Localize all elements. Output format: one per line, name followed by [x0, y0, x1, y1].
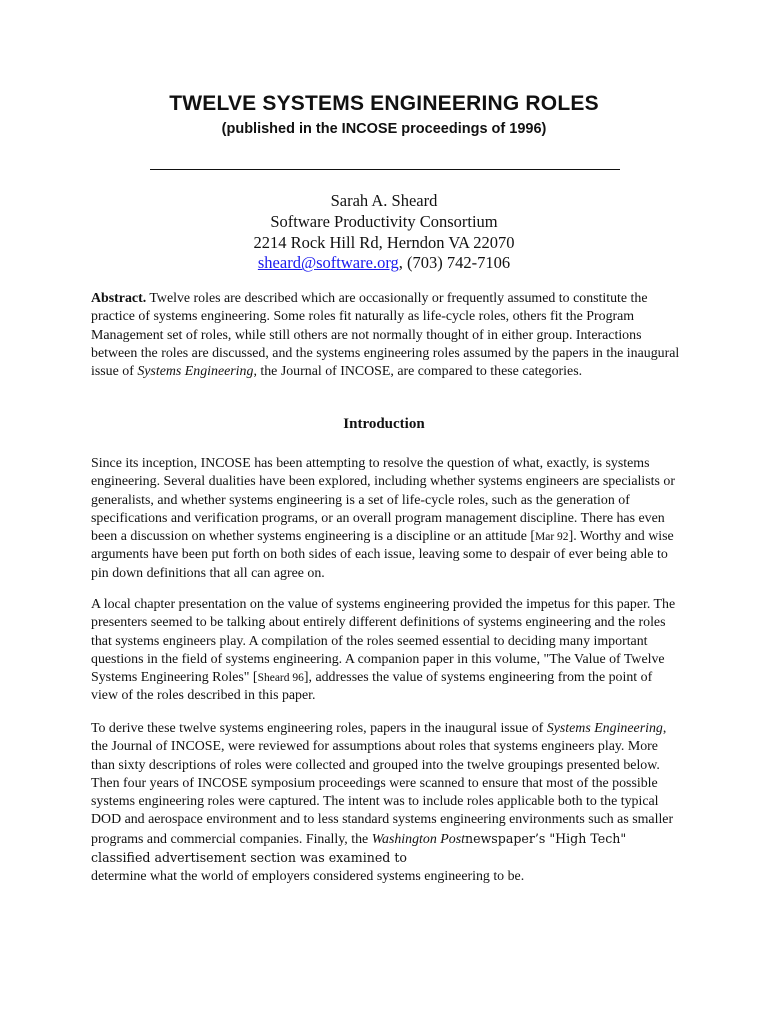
abstract-text: Twelve roles are described which are occasionally or frequently assumed to constitute the practice of systems engineering. Some roles fit naturally as life-cycle roles, others fit the Program Management set of roles, while still others are not normally thought of in either group. Interactions between the roles are discussed, and the systems engineering roles assumed by the papers in the inaugural issue of	[91, 291, 680, 379]
citation: Sheard 96	[257, 672, 304, 684]
paragraph-text: Since its inception, INCOSE has been attempting to resolve the question of what, exactly, is systems engineering. Several dualities have been explored, including whether systems engineers are specialists or generalists, and whether systems engineering is a set of life-cycle roles, such as the generation of specifications and verification programs, or an overall program management discipline. There has even been a discussion on whether systems engineering is a discipline or an attitude [	[91, 456, 675, 544]
paragraph-text: newspaper’s "High Tech" classified advertisement section was examined to	[91, 830, 627, 865]
author-org: Software Productivity Consortium	[270, 211, 498, 231]
intro-paragraph-2	[91, 596, 681, 706]
paper-subtitle: (published in the INCOSE proceedings of 1996)	[221, 121, 547, 137]
author-phone: , (703) 742-7106	[398, 253, 511, 273]
section-heading-introduction: Introduction	[343, 416, 425, 432]
newspaper-title: Washington Post	[371, 831, 465, 847]
author-email-link[interactable]: sheard@software.org	[257, 253, 399, 273]
paragraph-text: , the Journal of INCOSE, were reviewed for assumptions about roles that systems engineers play. More than sixty descriptions of roles were collected and grouped into the twelve groupings presented below. Then four years of INCOSE symposium proceedings were scanned to ensure that most of the possible systems engineering roles were captured. The intent was to include roles applicable both to the typical DOD and aerospace environment and to less standard systems engineering environments such as smaller programs and commercial companies. Finally, the	[91, 721, 674, 847]
author-name: Sarah A. Sheard	[330, 191, 438, 210]
paragraph-text: determine what the world of employers considered systems engineering to be.	[91, 869, 525, 884]
author-address: 2214 Rock Hill Rd, Herndon VA 22070	[253, 232, 515, 252]
abstract-paragraph	[91, 290, 681, 381]
paper-title: TWELVE SYSTEMS ENGINEERING ROLES	[169, 92, 599, 115]
abstract-label: Abstract.	[91, 291, 147, 306]
journal-title: Systems Engineering	[137, 364, 254, 379]
citation: Mar 92	[535, 531, 569, 543]
abstract-text-end: , the Journal of INCOSE, are compared to these categories.	[253, 364, 583, 379]
paragraph-text: A local chapter presentation on the value of systems engineering provided the impetus for this paper. The presenters seemed to be talking about entirely different definitions of systems engineering and the roles that systems engineers play. A compilation of the roles seemed essential to deciding many important questions in the field of systems engineering. A companion paper in this volume, "The Value of Twelve Systems Engineering Roles" [	[91, 597, 676, 685]
paragraph-text: ], addresses the value of systems engineering from the point of view of the roles described in this paper.	[91, 670, 653, 704]
paragraph-text: To derive these twelve systems engineering roles, papers in the inaugural issue of	[91, 721, 547, 736]
author-block	[0, 191, 768, 274]
title-divider	[150, 169, 620, 170]
paragraph-text: ]. Worthy and wise arguments have been put forth on both sides of each issue, leaving some to despair of ever being able to pin down definitions that all can agree on.	[91, 529, 674, 581]
intro-paragraph-3	[91, 720, 681, 886]
journal-title: Systems Engineering	[546, 721, 663, 736]
author-contact	[0, 253, 768, 274]
intro-paragraph-1	[91, 455, 681, 583]
